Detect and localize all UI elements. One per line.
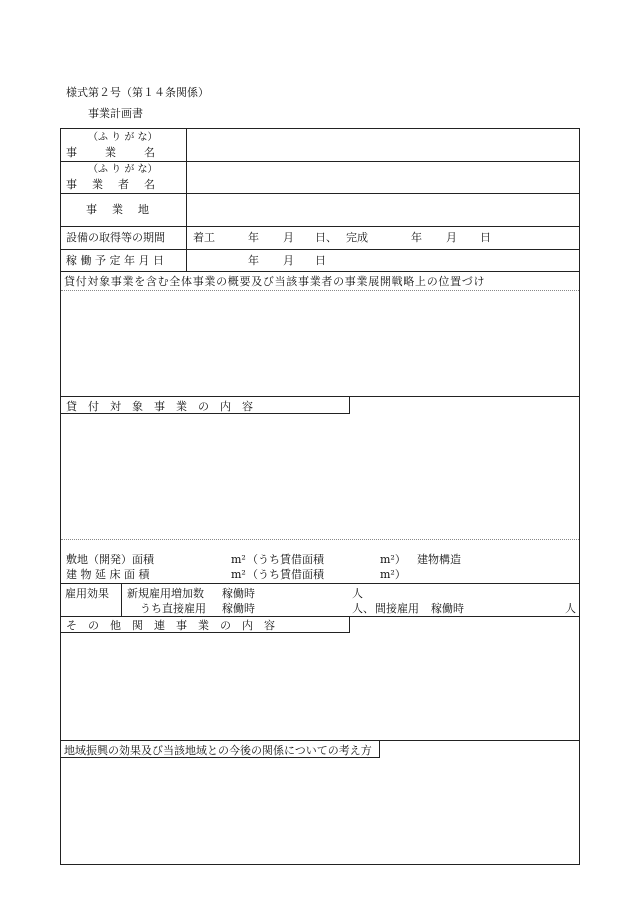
row-line [60, 226, 580, 227]
business-name-kana: （ふ り が な） [88, 132, 158, 143]
regional-tab-right [379, 740, 380, 758]
new-employment-label: 新規雇用増加数 [127, 587, 204, 600]
form-title: 事業計画書 [88, 107, 143, 120]
regional-tab-bottom [60, 757, 379, 758]
outer-frame-bottom [60, 864, 580, 865]
acquisition-start-day: 日、 [315, 231, 337, 244]
business-name-label: 事 業 名 [66, 146, 157, 159]
operation-month: 月 [283, 254, 294, 267]
operator-name-label: 事 業 者 名 [66, 178, 157, 191]
other-related-heading: そ の 他 関 連 事 業 の 内 容 [66, 619, 275, 632]
indirect-employment-label: 間接雇用 [375, 602, 419, 615]
site-area-separator [61, 539, 579, 540]
other-related-tab-right [349, 616, 350, 633]
building-structure-label: 建物構造 [417, 553, 461, 566]
land-area-unit: m² [231, 553, 246, 566]
new-employment-person: 人 [352, 587, 363, 600]
direct-employment-operating: 稼働時 [222, 602, 255, 615]
land-area-label: 敷地（開発）面積 [66, 553, 154, 566]
floor-lease-unit: m²） [380, 568, 406, 581]
indirect-employment-operating: 稼働時 [431, 602, 464, 615]
acquisition-period-label: 設備の取得等の期間 [66, 231, 165, 244]
loan-content-tab-right [349, 396, 350, 414]
loan-content-heading: 貸 付 対 象 事 業 の 内 容 [66, 400, 253, 413]
land-lease-unit: m²） [380, 553, 406, 566]
operation-year: 年 [248, 254, 259, 267]
regional-heading: 地域振興の効果及び当該地域との今後の関係についての考え方 [64, 744, 372, 757]
row-line [60, 193, 580, 194]
row-line [60, 271, 580, 272]
location-label: 事 業 地 [86, 203, 151, 216]
label-column-divider [186, 128, 187, 271]
acquisition-end-month: 月 [446, 231, 457, 244]
form-number: 様式第２号（第１４条関係） [66, 86, 209, 99]
direct-employment-person: 人、 [352, 602, 374, 615]
other-related-tab-bottom [60, 632, 349, 633]
row-line [60, 249, 580, 250]
indirect-employment-person: 人 [565, 602, 576, 615]
acquisition-end-day: 日 [480, 231, 491, 244]
acquisition-start-year: 年 [248, 231, 259, 244]
row-line [60, 396, 580, 397]
row-line [60, 740, 580, 741]
outer-frame-left [60, 128, 61, 865]
floor-area-unit: m² [231, 568, 246, 581]
row-line [60, 616, 580, 617]
operation-day: 日 [315, 254, 326, 267]
acquisition-end-year: 年 [411, 231, 422, 244]
row-line [60, 583, 580, 584]
loan-content-tab-bottom [60, 413, 349, 414]
floor-area-label: 建 物 延 床 面 積 [66, 568, 150, 581]
operation-date-label: 稼 働 予 定 年 月 日 [66, 254, 164, 267]
overview-heading: 貸付対象事業を含む全体事業の概要及び当該事業者の事業展開戦略上の位置づけ [64, 275, 486, 288]
row-line [60, 161, 580, 162]
outer-frame-top [60, 128, 580, 129]
operator-name-kana: （ふ り が な） [88, 164, 158, 175]
new-employment-operating: 稼働時 [222, 587, 255, 600]
employment-label-divider [121, 583, 122, 616]
employment-label: 雇用効果 [65, 587, 109, 600]
acquisition-start-month: 月 [283, 231, 294, 244]
acquisition-end-label: 完成 [346, 231, 368, 244]
overview-heading-underline [61, 290, 579, 291]
acquisition-start-label: 着工 [193, 231, 215, 244]
direct-employment-label: うち直接雇用 [140, 602, 206, 615]
floor-lease-label: （うち賃借面積 [247, 568, 324, 581]
land-lease-label: （うち賃借面積 [247, 553, 324, 566]
outer-frame-right [579, 128, 580, 865]
